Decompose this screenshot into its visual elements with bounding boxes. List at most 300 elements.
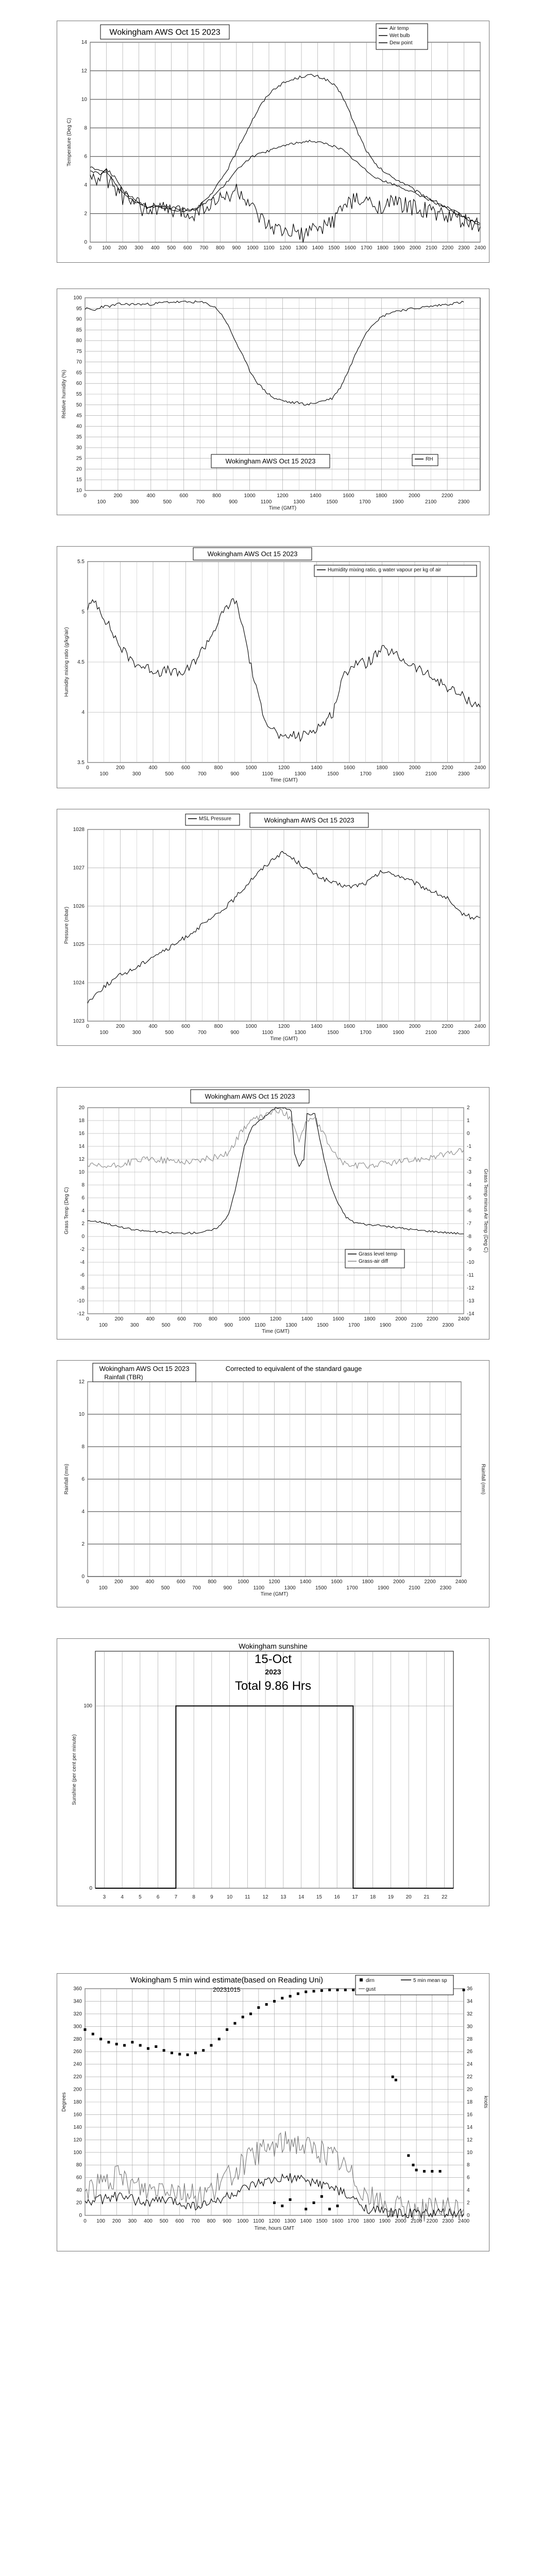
legend-box — [412, 454, 438, 466]
x-tick-label: 300 — [130, 499, 139, 505]
legend-label: RH — [426, 456, 433, 462]
x-tick-label: 2300 — [439, 1585, 451, 1591]
x-tick-label: 1900 — [393, 245, 405, 251]
x-tick-label: 1900 — [379, 2218, 391, 2224]
x-tick-label: 100 — [102, 245, 111, 251]
x-tick-label: 16 — [334, 1894, 340, 1900]
x-tick-label: 1000 — [245, 765, 257, 771]
legend-label: dirn — [366, 1978, 375, 1984]
wind-direction-point — [313, 2201, 315, 2204]
x-tick-label: 800 — [212, 493, 222, 499]
x-tick-label: 1800 — [363, 2218, 375, 2224]
x-tick-label: 1700 — [360, 771, 371, 777]
x-tick-label: 1000 — [247, 245, 259, 251]
y-tick-label: 4.5 — [77, 659, 84, 665]
x-tick-label: 800 — [215, 245, 225, 251]
y-tick-label: 55 — [76, 392, 82, 397]
x-tick-label: 800 — [208, 1579, 217, 1585]
y-tick-label: 40 — [76, 2188, 82, 2194]
x-tick-label: 1900 — [392, 499, 404, 505]
x-tick-label: 800 — [207, 2218, 216, 2224]
y-tick-label: -4 — [80, 1260, 84, 1265]
y-tick-label: 2 — [81, 1541, 84, 1547]
x-tick-label: 1400 — [311, 765, 323, 771]
chart-year: 2023 — [265, 1668, 281, 1676]
x-tick-label: 1300 — [293, 499, 305, 505]
y2-tick-label: 32 — [467, 2011, 473, 2017]
x-tick-label: 1300 — [294, 1030, 306, 1036]
x-tick-label: 700 — [193, 1323, 202, 1328]
x-tick-label: 2100 — [425, 499, 437, 505]
y2-tick-label: -13 — [467, 1298, 475, 1304]
x-tick-label: 1200 — [278, 1024, 290, 1029]
x-tick-label: 400 — [148, 1024, 158, 1029]
wind-direction-point — [139, 2044, 142, 2047]
y-tick-label: 100 — [73, 2149, 82, 2156]
chart-title: Wokingham sunshine — [239, 1642, 308, 1650]
wind-direction-point — [328, 2208, 331, 2210]
x-tick-label: 1600 — [343, 1024, 356, 1029]
y2-tick-label: -10 — [467, 1260, 475, 1265]
y-tick-label: 85 — [76, 327, 82, 333]
y2-tick-label: -11 — [467, 1273, 474, 1278]
sunshine-chart — [57, 1638, 489, 1906]
chart-title: Wokingham AWS Oct 15 2023 — [225, 457, 316, 465]
x-tick-label: 900 — [224, 1323, 233, 1328]
x-tick-label: 2300 — [458, 499, 470, 505]
x-tick-label: 200 — [113, 493, 123, 499]
x-tick-label: 19 — [387, 1894, 394, 1900]
wind-direction-point — [115, 2043, 118, 2045]
x-tick-label: 100 — [99, 1030, 109, 1036]
y2-tick-label: -9 — [467, 1247, 471, 1252]
y-tick-label: 16 — [78, 1131, 84, 1137]
x-tick-label: 200 — [114, 1316, 124, 1322]
y-tick-label: 40 — [76, 423, 82, 430]
x-tick-label: 0 — [86, 1579, 89, 1585]
y-tick-label: -6 — [80, 1273, 84, 1278]
x-tick-label: 300 — [134, 245, 143, 251]
y-tick-label: 10 — [78, 1412, 84, 1417]
wind-direction-point — [336, 2205, 339, 2207]
chart-title: Wokingham 5 min wind estimate(based on Reading Uni) — [130, 1976, 324, 1985]
y2-tick-label: -4 — [467, 1182, 471, 1188]
y-tick-label: 20 — [76, 466, 82, 472]
chart-title: Wokingham AWS Oct 15 2023 — [207, 550, 298, 558]
wind-direction-point — [344, 1989, 347, 1991]
rainfall-chart-svg — [57, 1360, 489, 1607]
x-tick-label: 1000 — [245, 1024, 257, 1029]
x-tick-label: 200 — [114, 1579, 123, 1585]
x-tick-label: 2100 — [411, 1323, 422, 1328]
y2-tick-label: -5 — [467, 1195, 471, 1201]
wind-direction-point — [265, 2003, 268, 2006]
y-tick-label: 360 — [73, 1986, 82, 1992]
y-tick-label: 100 — [73, 295, 82, 301]
x-axis-label: Time (GMT) — [260, 1591, 289, 1597]
y-axis-label: Pressure (mbar) — [64, 906, 70, 944]
y-tick-label: 20 — [76, 2200, 82, 2206]
x-tick-label: 1900 — [379, 1323, 392, 1328]
y-tick-label: 280 — [73, 2036, 82, 2042]
wind-chart — [57, 1973, 489, 2251]
x-tick-label: 1700 — [360, 1030, 371, 1036]
y-tick-label: -10 — [77, 1298, 84, 1304]
wind-direction-point — [210, 2044, 213, 2047]
x-tick-label: 900 — [223, 1585, 232, 1591]
x-tick-label: 900 — [223, 2218, 231, 2224]
y-tick-label: 260 — [73, 2049, 82, 2055]
y-tick-label: 140 — [73, 2124, 82, 2130]
x-tick-label: 1400 — [312, 245, 324, 251]
x-tick-label: 700 — [196, 499, 205, 505]
x-tick-label: 4 — [121, 1894, 124, 1900]
x-tick-label: 1200 — [278, 765, 290, 771]
y-tick-label: 1028 — [73, 827, 84, 833]
legend-label: Air temp — [390, 26, 409, 31]
legend-label: gust — [366, 1987, 376, 1992]
x-tick-label: 5 — [139, 1894, 142, 1900]
x-tick-label: 300 — [130, 1323, 139, 1328]
chart-subtitle: Rainfall (TBR) — [104, 1374, 143, 1381]
x-tick-label: 400 — [146, 493, 156, 499]
x-tick-label: 300 — [128, 2218, 137, 2224]
wind-direction-point — [289, 2198, 292, 2201]
wind-direction-point — [84, 2028, 87, 2031]
x-tick-label: 22 — [442, 1894, 448, 1900]
x-tick-label: 2300 — [442, 1323, 454, 1328]
x-tick-label: 900 — [230, 771, 240, 777]
x-tick-label: 0 — [86, 765, 89, 771]
y-tick-label: 4 — [81, 1208, 84, 1214]
pressure-chart-svg — [57, 809, 489, 1046]
x-tick-label: 18 — [370, 1894, 376, 1900]
x-tick-label: 2000 — [395, 1316, 407, 1322]
legend-label: Grass level temp — [359, 1251, 398, 1257]
x-tick-label: 1300 — [294, 771, 306, 777]
x-tick-label: 400 — [150, 245, 160, 251]
y-tick-label: 12 — [81, 68, 87, 74]
x-tick-label: 2300 — [458, 1030, 470, 1036]
x-tick-label: 300 — [130, 1585, 139, 1591]
x-tick-label: 0 — [86, 1316, 89, 1322]
y-tick-label: 20 — [78, 1105, 84, 1111]
x-tick-label: 1500 — [327, 771, 339, 777]
y2-tick-label: 20 — [467, 2087, 473, 2093]
wind-direction-point — [320, 2195, 323, 2198]
y-tick-label: 14 — [78, 1144, 84, 1149]
x-tick-label: 1800 — [377, 245, 388, 251]
y-tick-label: 95 — [76, 306, 82, 312]
x-tick-label: 400 — [144, 2218, 153, 2224]
y-tick-label: 220 — [73, 2074, 82, 2080]
wind-direction-point — [297, 1992, 299, 1995]
x-tick-label: 1000 — [244, 493, 256, 499]
x-tick-label: 20 — [405, 1894, 412, 1900]
y-tick-label: 15 — [76, 477, 82, 483]
y2-tick-label: 1 — [467, 1118, 470, 1124]
x-tick-label: 600 — [176, 1579, 185, 1585]
y-tick-label: 4 — [81, 1509, 84, 1515]
x-axis-label: Time (GMT) — [268, 505, 297, 511]
grass-temp-chart-svg — [57, 1087, 489, 1340]
wind-direction-point — [163, 2049, 165, 2052]
rainfall-chart — [57, 1360, 489, 1607]
y-axis-label: Sunshine (per cent per minute) — [72, 1734, 77, 1805]
y-tick-label: 200 — [73, 2087, 82, 2093]
y2-tick-label: -6 — [467, 1208, 471, 1214]
wind-direction-point — [92, 2033, 94, 2036]
x-tick-label: 0 — [83, 2218, 87, 2224]
y-tick-label: 8 — [81, 1182, 84, 1188]
y-tick-label: 90 — [76, 316, 82, 323]
y2-tick-label: -12 — [467, 1285, 475, 1291]
x-tick-label: 2000 — [409, 245, 421, 251]
x-tick-label: 17 — [352, 1894, 358, 1900]
x-tick-label: 2000 — [409, 493, 420, 499]
y-tick-label: 60 — [76, 381, 82, 387]
x-tick-label: 1900 — [393, 1030, 404, 1036]
x-tick-label: 100 — [98, 1585, 108, 1591]
wind-direction-point — [123, 2044, 126, 2047]
x-axis-label: Time (GMT) — [270, 1036, 298, 1042]
x-tick-label: 1100 — [262, 1030, 274, 1036]
y2-tick-label: 34 — [467, 1998, 473, 2005]
y2-axis-label: Rainfall (mm) — [480, 1464, 486, 1495]
x-tick-label: 1200 — [268, 1579, 280, 1585]
x-tick-label: 600 — [179, 493, 189, 499]
x-tick-label: 1300 — [284, 2218, 296, 2224]
wind-direction-point — [242, 2016, 244, 2019]
y-tick-label: 10 — [76, 488, 82, 494]
x-tick-label: 7 — [174, 1894, 178, 1900]
y-tick-label: 180 — [73, 2099, 82, 2105]
wind-direction-point — [131, 2041, 133, 2043]
y-tick-label: 0 — [84, 240, 87, 245]
humidity-chart — [57, 289, 489, 515]
x-tick-label: 0 — [89, 245, 92, 251]
wind-direction-point — [273, 2201, 276, 2204]
wind-chart-svg — [57, 1973, 489, 2251]
wind-direction-point — [431, 2170, 433, 2173]
wind-direction-point — [423, 2170, 426, 2173]
wind-direction-point — [412, 2164, 415, 2166]
x-tick-label: 1400 — [299, 1579, 312, 1585]
x-tick-label: 1100 — [253, 1585, 265, 1591]
x-tick-label: 14 — [298, 1894, 305, 1900]
wind-direction-point — [439, 2170, 442, 2173]
wind-direction-point — [147, 2047, 149, 2050]
x-tick-label: 11 — [245, 1894, 250, 1900]
y-tick-label: 1027 — [73, 865, 84, 871]
x-tick-label: 2100 — [409, 1585, 420, 1591]
y-axis-label: Grass Temp (Deg C) — [64, 1187, 70, 1234]
y2-tick-label: -3 — [467, 1170, 471, 1175]
wind-direction-point — [328, 1989, 331, 1991]
y2-tick-label: 28 — [467, 2036, 473, 2042]
y2-tick-label: 22 — [467, 2074, 473, 2080]
x-tick-label: 2300 — [442, 2218, 454, 2224]
wind-direction-point — [99, 2038, 102, 2040]
x-tick-label: 1600 — [331, 1579, 343, 1585]
wind-direction-point — [407, 2154, 410, 2157]
x-tick-label: 1200 — [279, 245, 291, 251]
x-tick-label: 400 — [145, 1579, 155, 1585]
x-tick-label: 800 — [208, 1316, 217, 1322]
x-tick-label: 500 — [161, 1323, 171, 1328]
y-tick-label: 240 — [73, 2061, 82, 2067]
chart-title: Wokingham AWS Oct 15 2023 — [109, 28, 221, 37]
x-tick-label: 600 — [181, 765, 190, 771]
x-tick-label: 2300 — [458, 245, 470, 251]
y-axis-label: Rainfall (mm) — [64, 1464, 70, 1495]
x-tick-label: 100 — [99, 771, 109, 777]
y-tick-label: 1024 — [73, 980, 84, 986]
x-tick-label: 2400 — [455, 1579, 467, 1585]
wind-direction-point — [178, 2053, 181, 2056]
wind-direction-point — [352, 1989, 354, 1991]
y2-tick-label: -1 — [467, 1144, 471, 1149]
x-tick-label: 21 — [424, 1894, 430, 1900]
chart-title: Wokingham AWS Oct 15 2023 — [205, 1092, 295, 1100]
x-tick-label: 100 — [97, 499, 106, 505]
mixing-ratio-chart — [57, 546, 489, 788]
y-tick-label: -2 — [80, 1247, 84, 1252]
y-tick-label: 8 — [81, 1444, 84, 1450]
x-tick-label: 200 — [112, 2218, 121, 2224]
x-tick-label: 400 — [148, 765, 158, 771]
y-tick-label: 6 — [81, 1477, 84, 1482]
y-tick-label: 100 — [83, 1703, 92, 1709]
wind-direction-point — [249, 2012, 252, 2015]
legend-label: Wet bulb — [390, 33, 410, 39]
x-tick-label: 700 — [199, 245, 209, 251]
wind-direction-point — [395, 2079, 397, 2081]
x-tick-label: 1600 — [331, 2218, 344, 2224]
x-tick-label: 400 — [146, 1316, 155, 1322]
x-tick-label: 100 — [99, 1323, 108, 1328]
x-axis-label: Time, hours GMT — [254, 2226, 295, 2231]
y-tick-label: 5.5 — [77, 559, 84, 565]
x-tick-label: 2100 — [425, 1030, 437, 1036]
x-tick-label: 1600 — [344, 245, 356, 251]
chart-total: Total 9.86 Hrs — [234, 1679, 312, 1693]
wind-direction-point — [320, 1989, 323, 1992]
y-tick-label: 6 — [81, 1195, 84, 1201]
x-tick-label: 1700 — [346, 1585, 358, 1591]
y-tick-label: 60 — [76, 2175, 82, 2181]
x-tick-label: 900 — [230, 1030, 240, 1036]
y-tick-label: 1025 — [73, 942, 84, 948]
wind-direction-point — [233, 2022, 236, 2025]
temperature-chart — [57, 21, 489, 263]
x-tick-label: 2200 — [427, 1316, 438, 1322]
y-tick-label: 35 — [76, 434, 82, 440]
x-tick-label: 2400 — [474, 245, 486, 251]
y2-tick-label: 36 — [467, 1986, 473, 1992]
x-tick-label: 800 — [214, 1024, 223, 1029]
y-tick-label: 10 — [78, 1170, 84, 1175]
x-tick-label: 2000 — [395, 2218, 407, 2224]
y-tick-label: 6 — [84, 154, 87, 160]
x-tick-label: 500 — [165, 771, 174, 777]
x-tick-label: 1100 — [253, 2218, 264, 2224]
wind-direction-point — [305, 1991, 307, 1993]
wind-direction-point — [226, 2028, 228, 2031]
wind-direction-point — [305, 2208, 307, 2210]
x-tick-label: 1700 — [348, 1323, 360, 1328]
y-tick-label: 8 — [84, 125, 87, 131]
x-tick-label: 700 — [192, 1585, 201, 1591]
y-axis-label: Humidity mixing ratio (g/kg/air) — [64, 627, 70, 697]
x-tick-label: 500 — [163, 499, 172, 505]
x-tick-label: 100 — [96, 2218, 105, 2224]
y-tick-label: 0 — [79, 2213, 82, 2218]
x-tick-label: 0 — [86, 1024, 89, 1029]
x-tick-label: 1200 — [268, 2218, 280, 2224]
y2-tick-label: 26 — [467, 2049, 473, 2055]
x-tick-label: 1400 — [300, 2218, 312, 2224]
y2-tick-label: 16 — [467, 2112, 473, 2118]
x-tick-label: 1800 — [362, 1579, 374, 1585]
x-tick-label: 2100 — [426, 245, 437, 251]
x-tick-label: 2000 — [409, 1024, 421, 1029]
y2-tick-label: -8 — [467, 1234, 471, 1240]
y-tick-label: -12 — [77, 1311, 84, 1317]
x-tick-label: 1700 — [361, 245, 373, 251]
x-tick-label: 700 — [197, 1030, 207, 1036]
x-tick-label: 700 — [191, 2218, 200, 2224]
y2-tick-label: 0 — [467, 2213, 470, 2218]
y-tick-label: 320 — [73, 2011, 82, 2017]
x-tick-label: 1200 — [277, 493, 289, 499]
y2-tick-label: -14 — [467, 1311, 475, 1317]
x-tick-label: 1100 — [263, 245, 275, 251]
y2-tick-label: 4 — [467, 2188, 470, 2194]
wind-direction-point — [155, 2045, 157, 2048]
wind-direction-point — [171, 2052, 173, 2054]
x-tick-label: 1400 — [311, 1024, 323, 1029]
legend-label: Grass-air diff — [359, 1259, 388, 1264]
x-tick-label: 1600 — [332, 1316, 344, 1322]
x-tick-label: 1500 — [328, 245, 340, 251]
x-axis-label: Time (GMT) — [270, 777, 298, 783]
y-tick-label: 340 — [73, 1998, 82, 2005]
x-tick-label: 1100 — [262, 771, 274, 777]
x-tick-label: 900 — [232, 245, 241, 251]
x-tick-label: 1300 — [284, 1585, 296, 1591]
y-tick-label: 30 — [76, 445, 82, 451]
y-tick-label: 80 — [76, 2162, 82, 2168]
x-tick-label: 1100 — [260, 499, 272, 505]
y-tick-label: 160 — [73, 2112, 82, 2118]
y-tick-label: 65 — [76, 370, 82, 376]
x-tick-label: 1700 — [347, 2218, 359, 2224]
y2-axis-label: Grass Temp minus Air Temp (Deg C) — [483, 1168, 488, 1253]
y-axis-label: Relative humidity (%) — [61, 369, 67, 419]
wind-direction-point — [257, 2006, 260, 2009]
wind-direction-point — [281, 1997, 283, 1999]
x-tick-label: 2100 — [411, 2218, 422, 2224]
chart-date: 20231015 — [213, 1986, 241, 1993]
x-tick-label: 1400 — [310, 493, 322, 499]
x-tick-label: 1700 — [359, 499, 371, 505]
legend-label: Dew point — [390, 40, 413, 46]
x-tick-label: 1800 — [376, 765, 388, 771]
wind-direction-point — [194, 2052, 197, 2054]
x-tick-label: 1500 — [326, 499, 338, 505]
x-tick-label: 500 — [161, 1585, 170, 1591]
